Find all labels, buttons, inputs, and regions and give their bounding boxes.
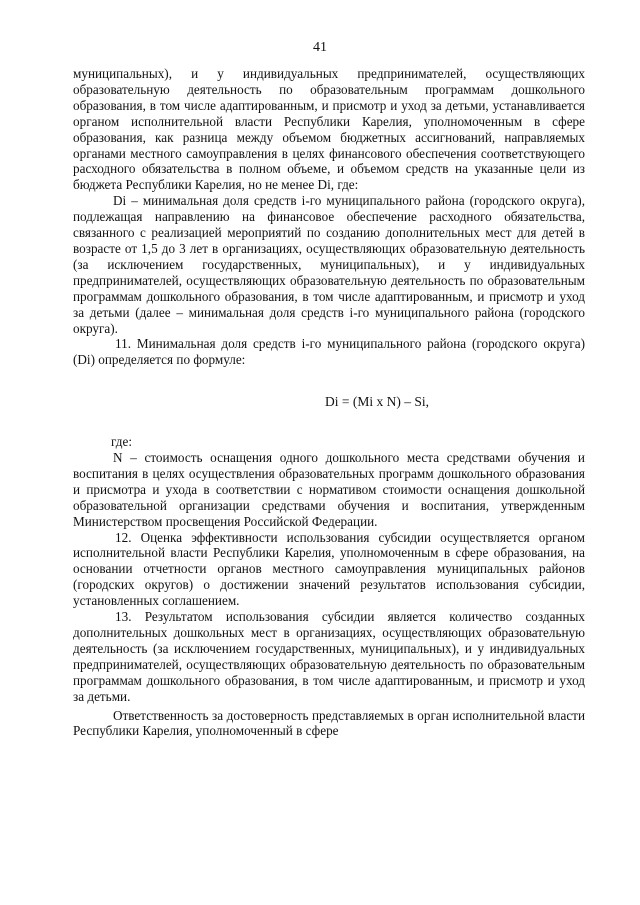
formula: Di = (Mi x N) – Si,	[325, 394, 429, 410]
paragraph-responsibility: Ответственность за достоверность представляемых в орган исполнительной власти Республики Карелия, уполномоченный в сфере	[73, 707, 585, 739]
where-label: где:	[111, 434, 132, 450]
paragraph-item-12: 12. Оценка эффективности использования субсидии осуществляется органом исполнительной власти Республики Карелия, уполномоченным в сфере образования, на основании отчетности органов местного самоуправления муниципальных районов (городских округов) о достижении значений результатов использования субсидии, установленных соглашением.	[73, 529, 585, 609]
paragraph-di-definition: Di – минимальная доля средств i-го муниципального района (городского округа), подлежащая направлению на финансовое обеспечение расходного обязательства, связанного с реализацией мероприятий по созданию дополнительных мест для детей в возрасте от 1,5 до 3 лет в организациях, осуществляющих образовательную деятельность (за исключением государственных, муниципальных), и у индивидуальных предпринимателей, осуществляющих образовательную деятельность по образовательным программам дошкольного образования, в том числе адаптированным, и присмотр и уход за детьми (далее – минимальная доля средств i-го муниципального района (городского округа).	[73, 193, 585, 336]
paragraph-n-definition: N – стоимость оснащения одного дошкольного места средствами обучения и воспитания в целях осуществления образовательных программ дошкольного образования и присмотра и ухода в соответствии с нормативом стоимости оснащения дошкольной образовательной организации средствами обучения и воспитания, утвержденным Министерством просвещения Российской Федерации.	[73, 450, 585, 529]
paragraph-continuation: муниципальных), и у индивидуальных предпринимателей, осуществляющих образовательную деятельность по образовательным программам дошкольного образования, в том числе адаптированным, и присмотр и уход за детьми, устанавливается органом исполнительной власти Республики Карелия, уполномоченным в сфере образования, как разница между объемом бюджетных ассигнований, направляемых органами местного самоуправления в целях финансового обеспечения соответствующего расходного обязательства в полном объеме, и объемом средств на указанные цели из бюджета Республики Карелия, но не менее Di, где:	[73, 66, 585, 193]
paragraph-item-11: 11. Минимальная доля средств i-го муниципального района (городского округа) (Di) определяется по формуле:	[73, 336, 585, 368]
paragraph-item-13: 13. Результатом использования субсидии является количество созданных дополнительных дошкольных мест в организациях, осуществляющих образовательную деятельность (за исключением государственных, муниципальных), и у индивидуальных предпринимателей, осуществляющих образовательную деятельность по образовательным программам дошкольного образования, в том числе адаптированным, и присмотр и уход за детьми.	[73, 609, 585, 704]
document-body	[73, 66, 585, 739]
page-number: 41	[313, 40, 327, 55]
